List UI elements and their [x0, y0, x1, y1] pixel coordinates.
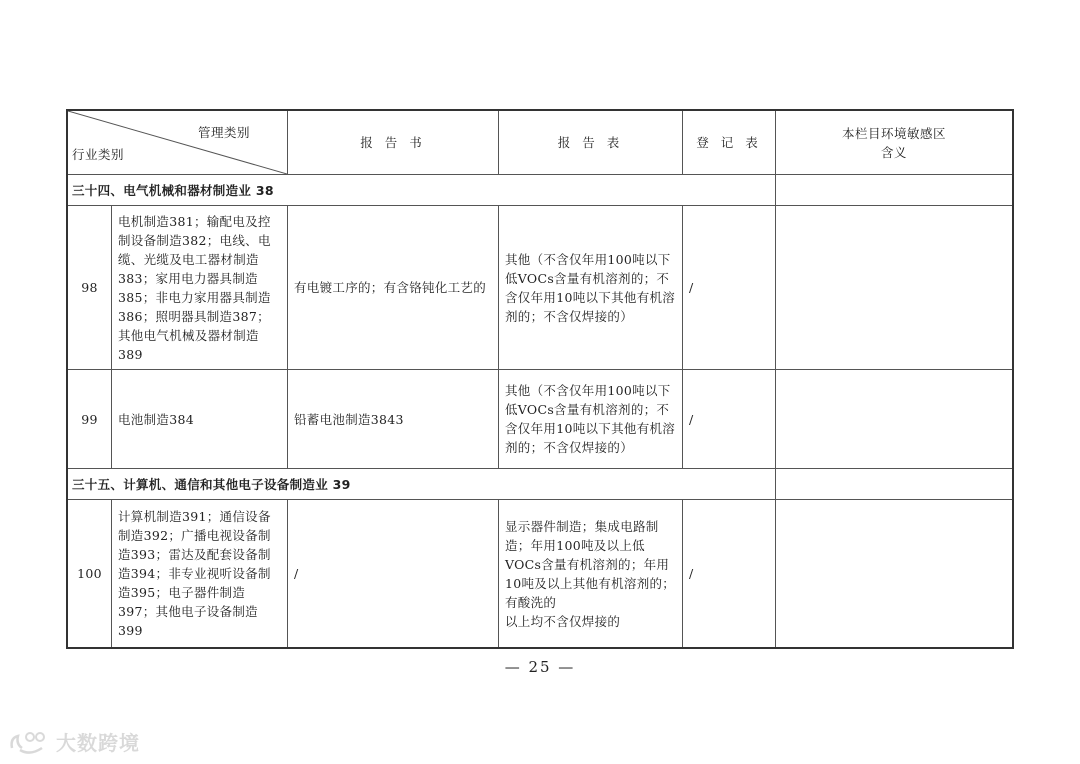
header-sensitive-area-line1: 本栏目环境敏感区 — [841, 125, 946, 141]
registration-cell: / — [689, 566, 694, 581]
watermark-text: 大数跨境 — [56, 731, 140, 755]
industry-category-cell: 计算机制造391；通信设备制造392；广播电视设备制造393；雷达及配套设备制造394；非专业视听设备制造395；电子器件制造397；其他电子设备制造399 — [118, 509, 271, 638]
header-report-book: 报 告 书 — [360, 135, 426, 150]
section-title: 三十四、电气机械和器材制造业 38 — [72, 182, 274, 198]
report-book-cell: 有电镀工序的；有含铬钝化工艺的 — [294, 280, 487, 295]
registration-cell: / — [689, 411, 694, 427]
management-category-label: 管理类别 — [198, 124, 251, 140]
industry-category-label: 行业类别 — [72, 146, 125, 162]
header-sensitive-area — [776, 111, 1012, 174]
report-form-cell: 显示器件制造；集成电路制造；年用100吨及以上低VOCs含量有机溶剂的；年用10吨及以上其他有机溶剂的；有酸洗的 以上均不含仅焊接的 — [505, 518, 676, 629]
header-report-form: 报 告 表 — [557, 135, 624, 150]
report-form-cell: 其他（不含仅年用100吨以下低VOCs含量有机溶剂的；不含仅年用10吨以下其他有机溶剂的；不含仅焊接的） — [505, 251, 676, 324]
watermark — [8, 727, 140, 756]
report-form-cell: 其他（不含仅年用100吨以下低VOCs含量有机溶剂的；不含仅年用10吨以下其他有机溶剂的；不含仅焊接的） — [505, 383, 676, 455]
row-number: 99 — [81, 411, 98, 427]
report-book-cell: / — [294, 566, 299, 581]
industry-category-cell: 电池制造384 — [118, 411, 194, 427]
industry-category-cell: 电机制造381；输配电及控制设备制造382；电线、电缆、光缆及电工器材制造383；家用电力器具制造385；非电力家用器具制造386；照明器具制造387；其他电气机械及器材制造389 — [118, 213, 271, 362]
column-divider — [775, 111, 776, 647]
header-registration-form: 登 记 表 — [696, 135, 762, 150]
watermark-logo-icon — [8, 728, 52, 756]
report-book-cell: 铅蓄电池制造3843 — [294, 411, 404, 427]
environmental-impact-classification-table — [66, 109, 1014, 649]
row-number: 100 — [77, 566, 102, 581]
row-number: 98 — [81, 280, 98, 295]
page-number: — 25 — — [504, 658, 576, 676]
section-title: 三十五、计算机、通信和其他电子设备制造业 39 — [72, 476, 351, 492]
registration-cell: / — [689, 280, 694, 295]
header-sensitive-area-line2: 含义 — [880, 144, 907, 160]
